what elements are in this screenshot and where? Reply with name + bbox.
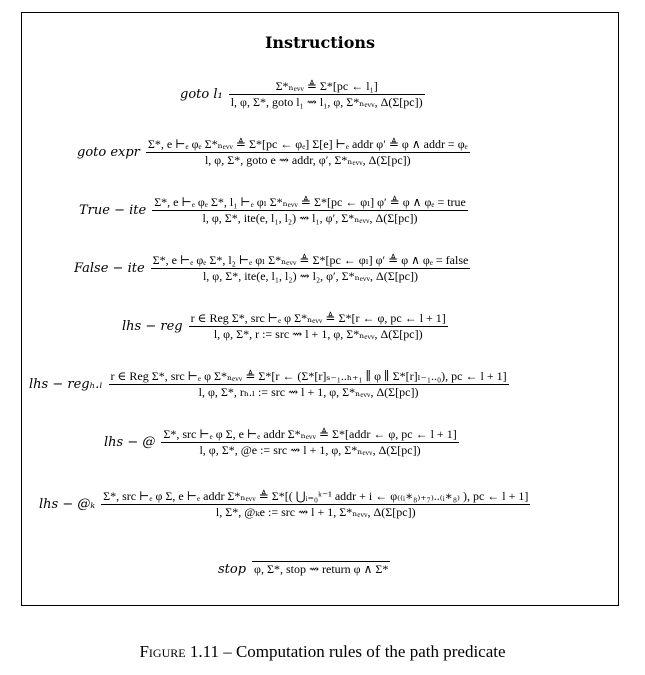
rule-lhs-reg-hl xyxy=(29,369,509,400)
rule-premise: r ∈ Reg Σ*, src ⊢ₑ φ Σ*ₙₑᵥᵥ ≜ Σ*[r ← (Σ*[r]ₛ₋₁..ₕ₊₁ ∥ φ ∥ Σ*[r]ₗ₋₁..₀), pc ← l + 1] xyxy=(110,369,507,383)
rule-premise: Σ*, src ⊢ₑ φ Σ, e ⊢ₑ addr Σ*ₙₑᵥᵥ ≜ Σ*[addr ← φ, pc ← l + 1] xyxy=(163,427,457,441)
rule-fraction xyxy=(151,253,471,284)
rule-name: lhs − @ xyxy=(104,435,156,450)
rule-name: goto l₁ xyxy=(180,87,223,102)
figure-caption xyxy=(0,642,645,662)
rule-conclusion: l, Σ*, @ₖe := src ⇝ l + 1, Σ*ₙₑᵥᵥ, Δ(Σ[pc]) xyxy=(215,505,416,519)
rule-name: False − ite xyxy=(74,261,145,276)
rule-name: stop xyxy=(218,561,247,577)
rule-premise: r ∈ Reg Σ*, src ⊢ₑ φ Σ*ₙₑᵥᵥ ≜ Σ*[r ← φ, pc ← l + 1] xyxy=(190,311,446,325)
rule-premise: Σ*ₙₑᵥᵥ ≜ Σ*[pc ← l₁] xyxy=(275,79,378,93)
rule-lhs-at-k xyxy=(39,489,530,520)
rule-fraction xyxy=(229,79,425,110)
figure-label: Figure 1.11 xyxy=(139,642,219,661)
rule-conclusion: l, φ, Σ*, goto l₁ ⇝ l₁, φ, Σ*ₙₑᵥᵥ, Δ(Σ[pc]) xyxy=(230,95,423,109)
figure-caption-text: – Computation rules of the path predicate xyxy=(218,642,506,661)
rule-true-ite xyxy=(79,195,468,226)
rule-name: goto expr xyxy=(77,145,140,160)
rule-name: True − ite xyxy=(79,203,147,218)
rule-conclusion: l, φ, Σ*, r := src ⇝ l + 1, φ, Σ*ₙₑᵥᵥ, Δ(Σ[pc]) xyxy=(213,327,423,341)
rule-goto-expr xyxy=(77,137,470,168)
rule-name: lhs − @ₖ xyxy=(39,497,96,512)
rule-premise: Σ*, e ⊢ₑ φₑ Σ*ₙₑᵥᵥ ≜ Σ*[pc ← φₑ] Σ[e] ⊢ₑ addr φ′ ≜ φ ∧ addr = φₑ xyxy=(147,137,468,151)
rule-conclusion: l, φ, Σ*, @e := src ⇝ l + 1, φ, Σ*ₙₑᵥᵥ, Δ(Σ[pc]) xyxy=(199,443,421,457)
rule-premise: Σ*, src ⊢ₑ φ Σ, e ⊢ₑ addr Σ*ₙₑᵥᵥ ≜ Σ*[( ⋃ᵢ₌₀ᵏ⁻¹ addr + i ← φ₍₍ᵢ∗₈₎₊₇₎..₍ᵢ∗₈₎ ), pc ← l + 1] xyxy=(103,489,529,503)
rule-stop xyxy=(218,561,390,577)
rule-conclusion: φ, Σ*, stop ⇝ return φ ∧ Σ* xyxy=(254,562,389,576)
rule-fraction xyxy=(152,195,468,226)
rule-name: lhs − regₕ.ₗ xyxy=(29,377,103,392)
rule-conclusion: l, φ, Σ*, goto e ⇝ addr, φ′, Σ*ₙₑᵥᵥ, Δ(Σ[pc]) xyxy=(204,153,411,167)
rules-frame xyxy=(21,12,619,606)
rule-fraction xyxy=(101,489,530,520)
rule-fraction xyxy=(161,427,458,458)
rule-goto-label xyxy=(180,79,425,110)
rule-premise: Σ*, e ⊢ₑ φₑ Σ*, l₁ ⊢ₑ φₗ Σ*ₙₑᵥᵥ ≜ Σ*[pc ← φₗ] φ′ ≜ φ ∧ φₑ = true xyxy=(154,195,466,209)
rule-fraction xyxy=(252,561,390,577)
rule-conclusion: l, φ, Σ*, rₕ.ₗ := src ⇝ l + 1, φ, Σ*ₙₑᵥᵥ, Δ(Σ[pc]) xyxy=(198,385,419,399)
rule-fraction xyxy=(146,137,470,168)
rule-fraction xyxy=(189,311,448,342)
rule-name: lhs − reg xyxy=(122,319,183,334)
rule-lhs-at xyxy=(104,427,459,458)
rule-premise: Σ*, e ⊢ₑ φₑ Σ*, l₂ ⊢ₑ φₗ Σ*ₙₑᵥᵥ ≜ Σ*[pc ← φₗ] φ′ ≜ φ ∧ φₑ = false xyxy=(152,253,469,267)
figure-title: Instructions xyxy=(264,33,376,52)
rule-lhs-reg xyxy=(122,311,448,342)
rule-conclusion: l, φ, Σ*, ite(e, l₁, l₂) ⇝ l₂, φ′, Σ*ₙₑᵥᵥ, Δ(Σ[pc]) xyxy=(202,269,419,283)
rule-false-ite xyxy=(74,253,470,284)
rule-conclusion: l, φ, Σ*, ite(e, l₁, l₂) ⇝ l₁, φ′, Σ*ₙₑᵥᵥ, Δ(Σ[pc]) xyxy=(202,211,418,225)
rule-fraction xyxy=(109,369,509,400)
